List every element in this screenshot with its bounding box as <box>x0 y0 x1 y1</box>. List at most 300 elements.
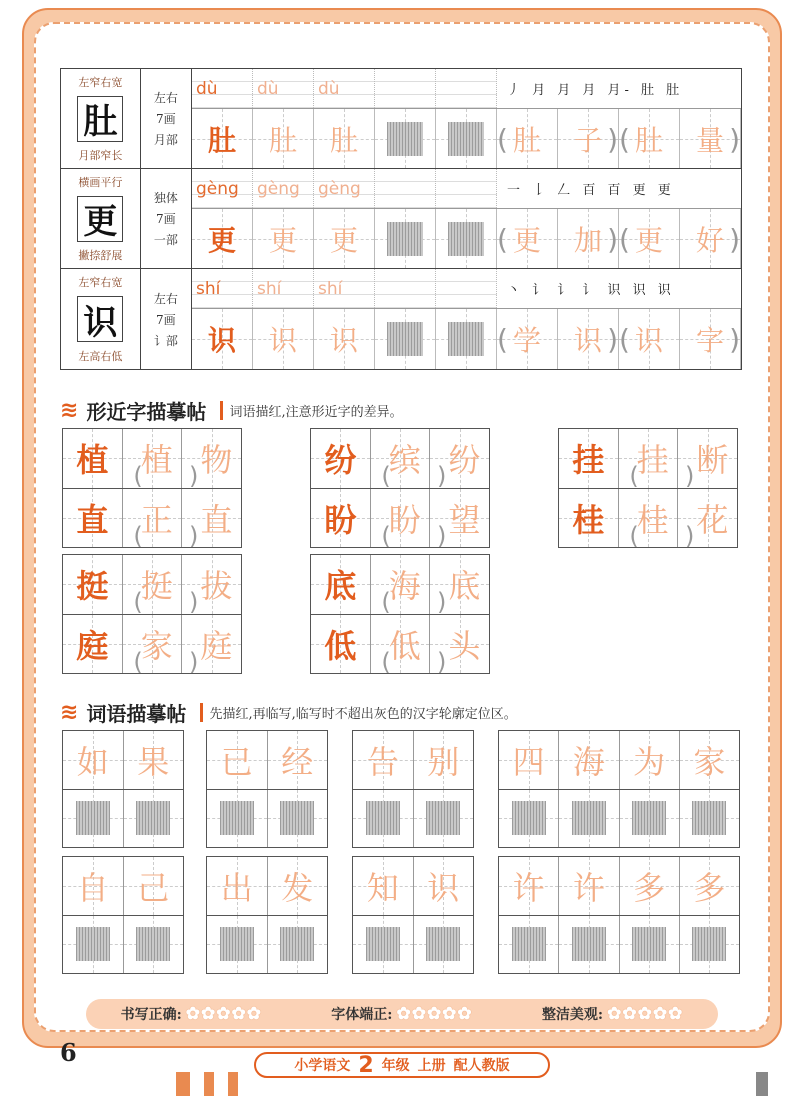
practice-grid <box>192 69 741 168</box>
pinyin-row <box>192 69 741 109</box>
word-trace-cell[interactable] <box>558 109 619 168</box>
flower-stars-icon[interactable]: ✿✿✿✿✿ <box>185 1004 263 1024</box>
footer-deco <box>204 1072 214 1096</box>
outline-placeholder <box>280 801 314 835</box>
trace-line <box>353 857 473 916</box>
blank-practice-cell[interactable] <box>436 209 497 268</box>
trace-char-cell[interactable] <box>123 555 183 617</box>
char-text: 物 <box>200 441 233 480</box>
trace-char-cell[interactable] <box>353 731 414 789</box>
char-text: 肚 <box>634 123 663 157</box>
pinyin-cell: shí <box>253 269 314 308</box>
char-text: 低 <box>324 626 357 665</box>
pinyin-blank[interactable] <box>375 69 436 108</box>
wave-icon: ≋ <box>60 398 79 423</box>
word-practice-box <box>62 856 184 974</box>
outline-placeholder <box>366 801 400 835</box>
outline-placeholder <box>136 801 170 835</box>
char-text: 学 <box>512 324 541 357</box>
footer-edition: 配人教版 <box>453 1058 510 1074</box>
footer-volume: 上册 <box>417 1058 446 1074</box>
similar-char-box <box>310 554 490 674</box>
trace-char-cell[interactable] <box>559 731 619 789</box>
trace-char-cell[interactable] <box>620 857 680 915</box>
trace-char-cell[interactable] <box>619 429 679 491</box>
trace-char-cell[interactable] <box>314 209 375 268</box>
char-text: 望 <box>448 500 481 539</box>
char-info-cell <box>61 269 141 369</box>
word-trace-cell[interactable] <box>680 109 741 168</box>
char-text: 更 <box>207 223 236 257</box>
blank-practice-cell[interactable] <box>268 790 328 848</box>
char-text: 许 <box>512 868 545 907</box>
blank-practice-cell[interactable] <box>559 790 619 848</box>
char-text: 肚 <box>329 123 358 157</box>
trace-char-cell[interactable] <box>182 615 241 674</box>
outline-placeholder <box>387 322 423 356</box>
char-text: 盼 <box>388 500 421 539</box>
copy-line <box>499 790 739 848</box>
char-text: 直 <box>200 500 233 539</box>
trace-line <box>207 857 327 916</box>
char-text: 加 <box>573 223 602 257</box>
char-text: 家 <box>693 742 726 781</box>
similar-char-box <box>62 428 242 548</box>
bracket-close: ) <box>436 647 447 676</box>
outline-placeholder <box>572 801 606 835</box>
model-character: 更 <box>77 196 123 242</box>
trace-char-cell[interactable] <box>123 615 183 674</box>
char-text: 庭 <box>200 626 233 665</box>
char-info-cell <box>61 169 141 268</box>
trace-char-cell[interactable] <box>268 857 328 915</box>
word-practice-box <box>352 730 474 848</box>
similar-char-line <box>63 615 241 674</box>
outline-placeholder <box>76 927 110 961</box>
practice-grid <box>192 269 741 369</box>
outline-placeholder <box>572 927 606 961</box>
trace-char-cell[interactable] <box>414 857 474 915</box>
char-text: 植 <box>140 441 173 480</box>
outline-placeholder <box>220 801 254 835</box>
bracket-close: ) <box>188 588 199 617</box>
flower-stars-icon[interactable]: ✿✿✿✿✿ <box>607 1004 684 1024</box>
copy-line <box>63 790 183 848</box>
pinyin-blank[interactable] <box>375 169 436 208</box>
char-text: 挂 <box>572 441 605 480</box>
word-practice-box <box>352 856 474 974</box>
char-text: 肚 <box>207 123 236 157</box>
bracket-open: ( <box>133 588 143 617</box>
trace-char-cell[interactable] <box>371 615 431 674</box>
char-text: 如 <box>76 742 109 781</box>
trace-char-cell[interactable] <box>253 209 314 268</box>
trace-char-cell[interactable] <box>314 109 375 168</box>
char-text: 肚 <box>512 123 541 157</box>
word-trace-cell[interactable] <box>619 309 680 369</box>
model-char-cell <box>63 489 123 548</box>
blank-practice-cell[interactable] <box>375 109 436 168</box>
writing-tip: 左高右低 <box>78 350 123 363</box>
pinyin-cell: shí <box>192 269 253 308</box>
flower-stars-icon[interactable]: ✿✿✿✿✿ <box>396 1004 473 1024</box>
outline-placeholder <box>387 222 423 256</box>
outline-placeholder <box>426 927 460 961</box>
bracket-close: ) <box>607 323 618 356</box>
bracket-open: ( <box>619 223 630 256</box>
rating-label: 整洁美观: <box>541 1007 604 1023</box>
char-text: 桂 <box>572 500 605 539</box>
character-row <box>61 69 741 169</box>
model-char-cell <box>311 489 371 548</box>
copy-line <box>207 916 327 974</box>
trace-char-cell[interactable] <box>182 555 241 617</box>
blank-practice-cell[interactable] <box>680 790 739 848</box>
pinyin-cell: dù <box>314 69 375 108</box>
blank-practice-cell[interactable] <box>63 916 124 974</box>
pinyin-cell: gèng <box>314 169 375 208</box>
char-text: 家 <box>140 626 173 665</box>
blank-practice-cell[interactable] <box>375 209 436 268</box>
trace-char-cell[interactable] <box>619 489 679 548</box>
char-text: 直 <box>76 500 109 539</box>
stroke-count: 7画 <box>156 212 176 226</box>
trace-char-cell[interactable] <box>371 555 431 617</box>
char-text: 识 <box>634 324 663 357</box>
similar-char-line <box>63 555 241 615</box>
structure-label: 左右 <box>153 291 178 306</box>
char-text: 头 <box>448 626 481 665</box>
char-text: 子 <box>573 123 602 157</box>
practice-grid <box>192 169 741 268</box>
bracket-open: ( <box>381 462 391 491</box>
char-text: 为 <box>633 742 666 781</box>
bracket-open: ( <box>619 323 630 356</box>
pinyin-cell: dù <box>253 69 314 108</box>
similar-char-box <box>310 428 490 548</box>
char-text: 更 <box>634 223 663 257</box>
word-trace-cell[interactable] <box>619 109 680 168</box>
char-text: 植 <box>76 441 109 480</box>
bracket-close: ) <box>684 462 695 491</box>
bracket-close: ) <box>436 462 447 491</box>
pinyin-cell: dù <box>192 69 253 108</box>
model-char-cell <box>63 429 123 488</box>
bracket-open: ( <box>629 521 639 550</box>
rating-correct <box>121 1004 262 1024</box>
copy-line <box>499 916 739 974</box>
outline-placeholder <box>632 927 666 961</box>
trace-char-cell[interactable] <box>207 857 268 915</box>
char-info-cell <box>61 69 141 168</box>
outline-placeholder <box>448 222 484 256</box>
bracket-close: ) <box>436 588 447 617</box>
footer-grade: 2 <box>358 1052 374 1078</box>
radical-label: 一部 <box>153 233 178 247</box>
trace-char-cell[interactable] <box>620 731 680 789</box>
blank-practice-cell[interactable] <box>124 790 184 848</box>
model-char-cell <box>192 309 253 369</box>
blank-practice-cell[interactable] <box>353 790 414 848</box>
char-text: 识 <box>329 324 358 357</box>
pinyin-blank[interactable] <box>375 269 436 308</box>
wave-icon: ≋ <box>60 700 79 725</box>
blank-practice-cell[interactable] <box>353 916 414 974</box>
character-table <box>60 68 742 370</box>
trace-char-cell[interactable] <box>371 489 431 548</box>
pinyin-cell: gèng <box>192 169 253 208</box>
bracket-close: ) <box>188 521 199 550</box>
blank-practice-cell[interactable] <box>436 309 497 369</box>
blank-practice-cell[interactable] <box>414 790 474 848</box>
outline-placeholder <box>387 122 423 156</box>
bracket-close: ) <box>436 521 447 550</box>
model-char-cell <box>559 429 619 488</box>
model-character: 肚 <box>77 96 123 142</box>
section-words-header <box>60 698 517 727</box>
trace-line <box>207 731 327 790</box>
model-char-cell <box>311 615 371 674</box>
char-text: 挺 <box>76 567 109 606</box>
stroke-order: 丶 讠 讠 讠 识 识 识 <box>507 283 675 298</box>
char-text: 己 <box>137 868 170 907</box>
char-text: 庭 <box>76 626 109 665</box>
char-text: 更 <box>268 223 297 257</box>
footer-deco <box>228 1072 238 1096</box>
char-text: 别 <box>427 742 460 781</box>
char-text: 量 <box>695 123 724 157</box>
trace-char-cell[interactable] <box>680 731 739 789</box>
word-trace-cell[interactable] <box>558 209 619 268</box>
copy-line <box>353 916 473 974</box>
writing-tip: 月部窄长 <box>78 149 123 162</box>
outline-placeholder <box>512 801 546 835</box>
word-trace-cell[interactable] <box>497 209 558 268</box>
page-number: 6 <box>60 1038 77 1067</box>
structure-label: 左右 <box>153 91 178 105</box>
trace-char-cell[interactable] <box>430 555 489 617</box>
stroke-count: 7画 <box>156 112 176 126</box>
char-text: 拔 <box>200 567 233 606</box>
char-text: 低 <box>388 626 421 665</box>
trace-char-cell[interactable] <box>314 309 375 369</box>
blank-practice-cell[interactable] <box>207 790 268 848</box>
trace-char-cell[interactable] <box>430 429 489 491</box>
char-text: 自 <box>76 868 109 907</box>
trace-line <box>63 731 183 790</box>
similar-char-box <box>558 428 738 548</box>
writing-tip: 左窄右宽 <box>78 76 123 89</box>
char-text: 告 <box>366 742 399 781</box>
blank-practice-cell[interactable] <box>436 109 497 168</box>
char-text: 字 <box>695 324 724 357</box>
word-practice-box <box>62 730 184 848</box>
trace-char-cell[interactable] <box>63 731 124 789</box>
similar-char-line <box>63 429 241 489</box>
trace-char-cell[interactable] <box>124 731 184 789</box>
rating-label: 书写正确: <box>120 1007 182 1023</box>
word-trace-cell[interactable] <box>619 209 680 268</box>
char-structure-cell <box>141 69 192 168</box>
outline-placeholder <box>220 927 254 961</box>
pinyin-row <box>192 169 741 209</box>
pinyin-cell: gèng <box>253 169 314 208</box>
word-trace-cell[interactable] <box>558 309 619 369</box>
blank-practice-cell[interactable] <box>499 916 559 974</box>
model-char-cell <box>311 429 371 488</box>
char-text: 纷 <box>324 441 357 480</box>
bracket-close: ) <box>188 462 199 491</box>
char-text: 出 <box>220 868 253 907</box>
pinyin-blank[interactable] <box>436 69 497 108</box>
word-trace-cell[interactable] <box>497 109 558 168</box>
char-text: 已 <box>220 742 253 781</box>
trace-char-cell[interactable] <box>63 857 124 915</box>
bracket-open: ( <box>381 521 391 550</box>
trace-char-cell[interactable] <box>253 309 314 369</box>
outline-placeholder <box>136 927 170 961</box>
similar-char-line <box>559 429 737 489</box>
pinyin-cell: shí <box>314 269 375 308</box>
radical-label: 月部 <box>153 133 178 147</box>
rating-bar <box>86 999 718 1029</box>
trace-char-cell[interactable] <box>499 731 559 789</box>
stroke-count: 7画 <box>156 312 176 327</box>
radical-label: 讠部 <box>153 333 178 348</box>
model-character: 识 <box>77 296 123 342</box>
footer-subject: 小学语文 <box>294 1058 351 1074</box>
write-row <box>192 209 741 268</box>
trace-char-cell[interactable] <box>559 857 619 915</box>
blank-practice-cell[interactable] <box>207 916 268 974</box>
model-char-cell <box>63 555 123 614</box>
char-text: 肚 <box>268 123 297 157</box>
blank-practice-cell[interactable] <box>620 916 680 974</box>
char-text: 经 <box>281 742 314 781</box>
trace-char-cell[interactable] <box>123 489 183 548</box>
blank-practice-cell[interactable] <box>414 916 474 974</box>
outline-placeholder <box>692 801 726 835</box>
blank-practice-cell[interactable] <box>268 916 328 974</box>
pinyin-blank[interactable] <box>436 269 497 308</box>
trace-char-cell[interactable] <box>678 429 737 491</box>
outline-placeholder <box>448 122 484 156</box>
trace-line <box>499 857 739 916</box>
blank-practice-cell[interactable] <box>499 790 559 848</box>
trace-char-cell[interactable] <box>678 489 737 548</box>
writing-tip: 撇捺舒展 <box>78 249 123 262</box>
stroke-order: 一 𠄌 𠃋 百 百 更 更 <box>507 183 675 198</box>
char-text: 花 <box>696 500 729 539</box>
trace-char-cell[interactable] <box>430 615 489 674</box>
trace-char-cell[interactable] <box>182 489 241 548</box>
bracket-open: ( <box>133 521 143 550</box>
char-text: 果 <box>137 742 170 781</box>
blank-practice-cell[interactable] <box>375 309 436 369</box>
character-row <box>61 169 741 269</box>
section-similar-chars-header <box>60 396 403 425</box>
trace-char-cell[interactable] <box>124 857 184 915</box>
pinyin-blank[interactable] <box>436 169 497 208</box>
stroke-order: 丿 月 月 月 月- 肚 肚 <box>507 83 684 98</box>
bracket-open: ( <box>629 462 639 491</box>
word-trace-cell[interactable] <box>680 309 741 369</box>
bracket-close: ) <box>729 123 740 156</box>
word-trace-cell[interactable] <box>680 209 741 268</box>
trace-char-cell[interactable] <box>182 429 241 491</box>
outline-placeholder <box>76 801 110 835</box>
bracket-close: ) <box>729 323 740 356</box>
word-practice-box <box>206 730 328 848</box>
section-title: 形近字描摹帖 <box>86 400 207 424</box>
model-char-cell <box>311 555 371 614</box>
char-text: 正 <box>140 500 173 539</box>
trace-char-cell[interactable] <box>499 857 559 915</box>
word-practice-box <box>206 856 328 974</box>
char-text: 盼 <box>324 500 357 539</box>
book-footer <box>254 1052 550 1078</box>
bracket-open: ( <box>497 123 508 156</box>
char-text: 发 <box>281 868 314 907</box>
rating-clean <box>542 1004 683 1024</box>
outline-placeholder <box>632 801 666 835</box>
char-text: 识 <box>207 324 236 357</box>
bracket-close: ) <box>607 123 618 156</box>
bracket-open: ( <box>497 323 508 356</box>
similar-char-line <box>63 489 241 548</box>
blank-practice-cell[interactable] <box>124 916 184 974</box>
char-text: 挺 <box>140 567 173 606</box>
bracket-open: ( <box>133 647 143 676</box>
outline-placeholder <box>366 927 400 961</box>
trace-char-cell[interactable] <box>253 109 314 168</box>
char-text: 更 <box>329 223 358 257</box>
footer-deco <box>176 1072 190 1096</box>
bracket-open: ( <box>381 647 391 676</box>
trace-char-cell[interactable] <box>268 731 328 789</box>
pinyin-row <box>192 269 741 309</box>
trace-char-cell[interactable] <box>371 429 431 491</box>
character-row <box>61 269 741 369</box>
similar-char-box <box>62 554 242 674</box>
blank-practice-cell[interactable] <box>63 790 124 848</box>
trace-char-cell[interactable] <box>353 857 414 915</box>
rating-neat-font <box>331 1004 472 1024</box>
model-char-cell <box>192 209 253 268</box>
char-text: 底 <box>324 567 357 606</box>
similar-char-line <box>311 429 489 489</box>
bracket-close: ) <box>188 647 199 676</box>
char-text: 纷 <box>448 441 481 480</box>
section-note: 词语描红,注意形近字的差异。 <box>220 401 402 420</box>
similar-char-line <box>311 555 489 615</box>
blank-practice-cell[interactable] <box>559 916 619 974</box>
trace-char-cell[interactable] <box>207 731 268 789</box>
trace-char-cell[interactable] <box>430 489 489 548</box>
char-structure-cell <box>141 269 192 369</box>
writing-tip: 横画平行 <box>78 176 123 189</box>
char-structure-cell <box>141 169 192 268</box>
outline-placeholder <box>448 322 484 356</box>
footer-grade-label: 年级 <box>381 1058 410 1074</box>
trace-char-cell[interactable] <box>680 857 739 915</box>
bracket-close: ) <box>684 521 695 550</box>
blank-practice-cell[interactable] <box>680 916 739 974</box>
trace-char-cell[interactable] <box>123 429 183 491</box>
word-trace-cell[interactable] <box>497 309 558 369</box>
blank-practice-cell[interactable] <box>620 790 680 848</box>
trace-char-cell[interactable] <box>414 731 474 789</box>
